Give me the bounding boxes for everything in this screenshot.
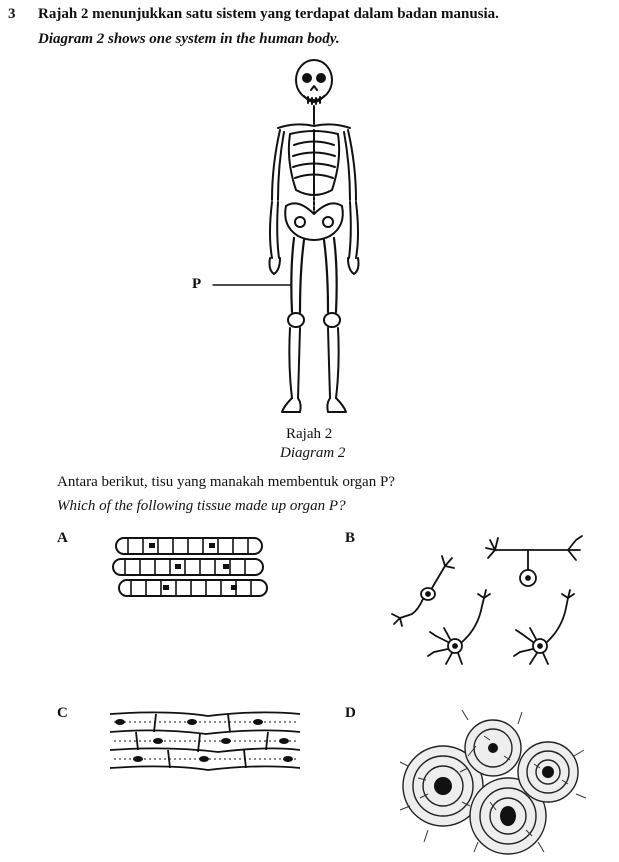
cardiac-muscle-illustration — [108, 708, 303, 773]
option-a-label[interactable]: A — [57, 530, 68, 546]
option-d-label[interactable]: D — [345, 705, 356, 721]
option-b-label[interactable]: B — [345, 530, 356, 546]
question-number: 3 — [8, 6, 16, 22]
question-text-english: Diagram 2 shows one system in the human body. — [38, 31, 340, 47]
diagram-caption-english: Diagram 2 — [280, 445, 346, 461]
sub-question-english: Which of the following tissue made up organ P? — [57, 498, 346, 514]
skeletal-muscle-illustration — [113, 535, 273, 605]
question-text-malay: Rajah 2 menunjukkan satu sistem yang terdapat dalam badan manusia. — [38, 6, 499, 22]
pointer-label-p: P — [192, 276, 202, 292]
sub-question-malay: Antara berikut, tisu yang manakah membentuk organ P? — [57, 474, 395, 490]
diagram-caption-malay: Rajah 2 — [286, 426, 333, 442]
nerve-cells-illustration — [390, 528, 600, 678]
option-c-label[interactable]: C — [57, 705, 68, 721]
bone-tissue-illustration — [398, 706, 588, 856]
